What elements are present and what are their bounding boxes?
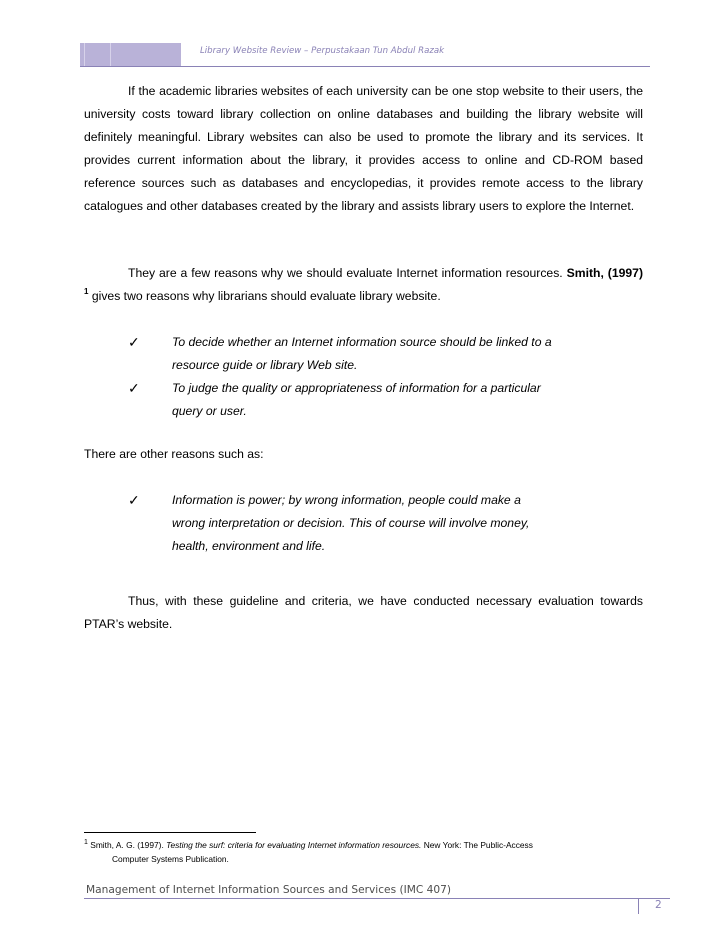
bullet-line: To judge the quality or appropriateness of information for a particular xyxy=(172,381,541,395)
paragraph-1-text: If the academic libraries websites of each university can be one stop website to their users, the university costs toward library collection on online databases and building the library website will definitely meaningful. Library websites can also be used to promote the library and its services. It provides current information about the library, it provides access to online and CD-ROM based reference sources such as databases and encyclopedias, it provides remote access to the library catalogues and other databases created by the library and assists library users to explore the Internet. xyxy=(84,84,643,213)
checkmark-icon: ✓ xyxy=(128,380,140,396)
bullet-line: health, environment and life. xyxy=(172,539,326,553)
bullet-line: Information is power; by wrong information, people could make a xyxy=(172,493,521,507)
paragraph-2-text: They are a few reasons why we should evaluate Internet information resources. xyxy=(128,266,563,280)
body-paragraph-3 xyxy=(84,590,643,636)
footnote-reference: 1 xyxy=(84,287,89,296)
footer-course-title: Management of Internet Information Sources and Services (IMC 407) xyxy=(86,884,451,896)
paragraph-2-tail: gives two reasons why librarians should evaluate library website. xyxy=(91,289,441,303)
header-accent-block xyxy=(80,43,180,67)
bullet-line: wrong interpretation or decision. This of course will involve money, xyxy=(172,516,530,530)
checkmark-icon: ✓ xyxy=(128,492,140,508)
checkmark-icon: ✓ xyxy=(128,334,140,350)
header-accent-stripe xyxy=(84,43,85,67)
bullet-item xyxy=(172,331,602,377)
bullet-line: query or user. xyxy=(172,404,247,418)
citation-smith: Smith, (1997) xyxy=(566,266,643,280)
bullet-item xyxy=(172,377,602,423)
page-number: 2 xyxy=(655,899,662,911)
footnote-continuation: Computer Systems Publication. xyxy=(112,854,229,864)
body-paragraph-2 xyxy=(84,262,643,308)
footer-rule xyxy=(84,898,670,899)
paragraph-3-text: Thus, with these guideline and criteria, we have conducted necessary evaluation towards PTAR’s website. xyxy=(84,594,643,631)
footnote-mark: 1 xyxy=(84,839,88,846)
bullet-item xyxy=(172,489,602,558)
bullet-line: To decide whether an Internet information source should be linked to a xyxy=(172,335,552,349)
footnote-title: Testing the surf: criteria for evaluating Internet information resources. xyxy=(166,840,422,850)
body-paragraph-1 xyxy=(84,80,643,218)
header-rule xyxy=(80,66,650,67)
footnote-publisher: New York: The Public-Access xyxy=(423,840,533,850)
header-accent-stripe xyxy=(110,43,111,67)
header-title: Library Website Review – Perpustakaan Tun Abdul Razak xyxy=(200,46,445,56)
footnote-author: Smith, A. G. (1997). xyxy=(90,840,164,850)
footnote-separator xyxy=(84,832,256,833)
footnote xyxy=(84,838,644,866)
other-reasons-line: There are other reasons such as: xyxy=(84,447,264,461)
bullet-line: resource guide or library Web site. xyxy=(172,358,358,372)
